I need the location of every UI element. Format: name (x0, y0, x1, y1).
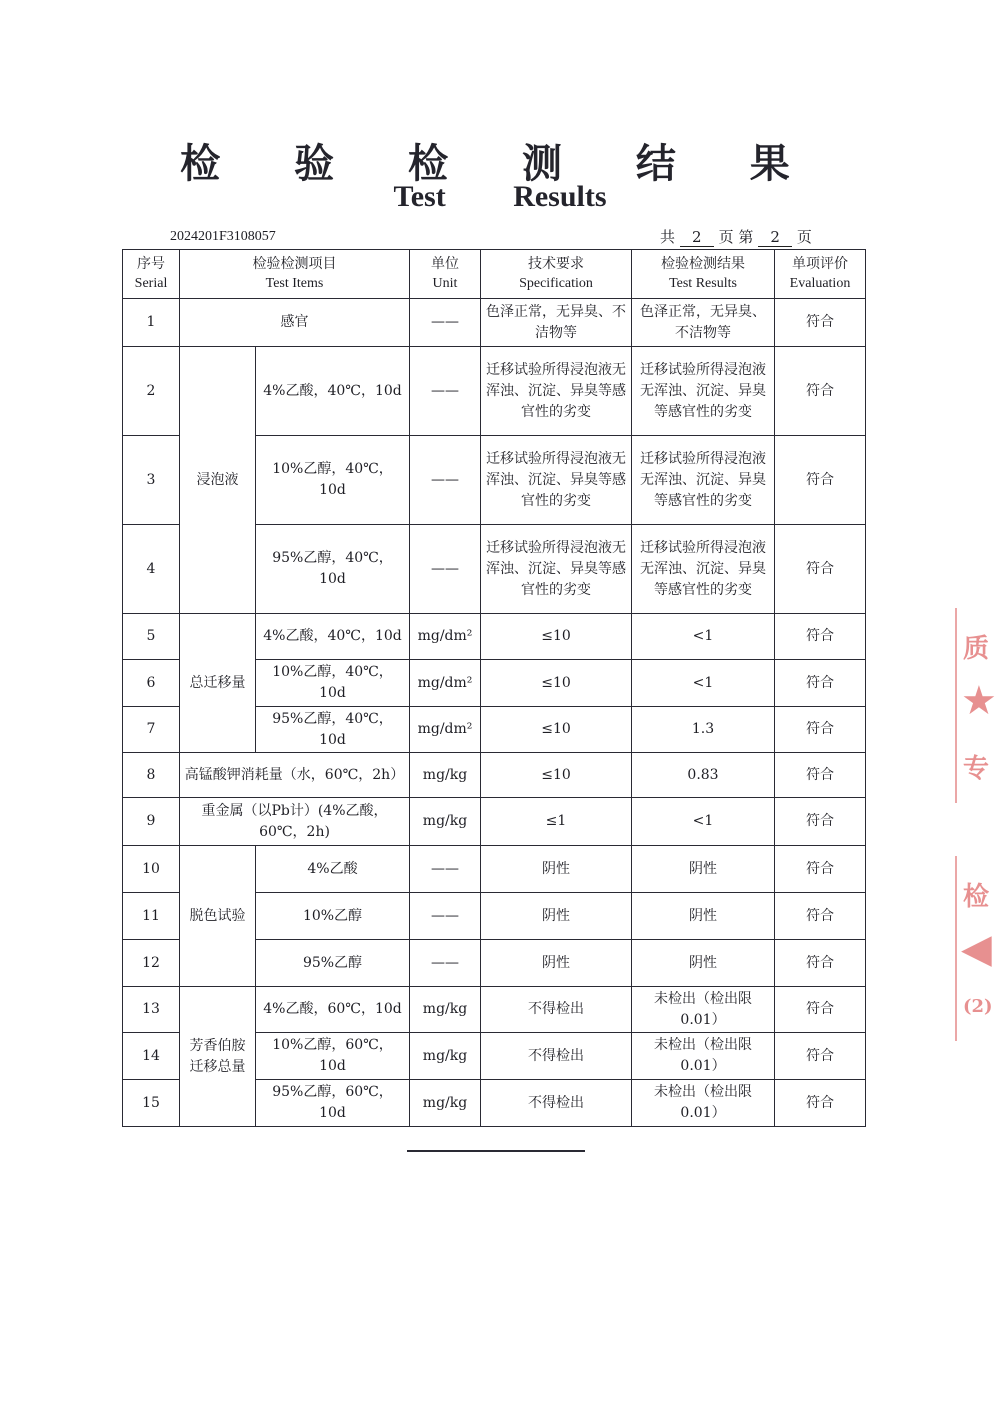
cell-unit: mg/kg (410, 1033, 481, 1080)
cell-spec: 阴性 (481, 940, 632, 987)
cell-result: 未检出（检出限0.01） (632, 1080, 775, 1127)
cell-item: 95%乙醇，40℃，10d (256, 707, 410, 753)
seal-stamp (955, 608, 1000, 803)
cell-spec: 不得检出 (481, 1033, 632, 1080)
cell-result: <1 (632, 614, 775, 660)
cell-result: 1.3 (632, 707, 775, 753)
cell-unit: —— (410, 436, 481, 525)
cell-eval: 符合 (775, 893, 866, 940)
cell-serial: 8 (123, 753, 180, 798)
header-result: 检验检测结果 Test Results (632, 250, 775, 299)
cell-unit: mg/dm² (410, 707, 481, 753)
cell-unit: —— (410, 525, 481, 614)
cell-serial: 1 (123, 299, 180, 347)
cell-result: <1 (632, 660, 775, 707)
header-eval: 单项评价 Evaluation (775, 250, 866, 299)
cell-result: 迁移试验所得浸泡液无浑浊、沉淀、异臭等感官性的劣变 (632, 347, 775, 436)
cell-unit: mg/kg (410, 798, 481, 846)
table-row (123, 753, 866, 798)
cell-item: 4%乙酸，60℃，10d (256, 987, 410, 1033)
cell-unit: mg/kg (410, 1080, 481, 1127)
cell-spec: 阴性 (481, 893, 632, 940)
cell-result: 迁移试验所得浸泡液无浑浊、沉淀、异臭等感官性的劣变 (632, 525, 775, 614)
cell-unit: —— (410, 846, 481, 893)
cell-unit: —— (410, 347, 481, 436)
end-divider (407, 1150, 585, 1152)
cell-result: 阴性 (632, 846, 775, 893)
cell-eval: 符合 (775, 660, 866, 707)
cell-item: 重金属（以Pb计）(4%乙酸，60℃，2h) (180, 798, 410, 846)
header-item: 检验检测项目 Test Items (180, 250, 410, 299)
cell-serial: 7 (123, 707, 180, 753)
cell-serial: 3 (123, 436, 180, 525)
document-title-cn: 检 验 检 测 结 果 (180, 140, 820, 187)
page-indicator (660, 226, 812, 247)
cell-spec: 迁移试验所得浸泡液无浑浊、沉淀、异臭等感官性的劣变 (481, 436, 632, 525)
cell-spec: 迁移试验所得浸泡液无浑浊、沉淀、异臭等感官性的劣变 (481, 347, 632, 436)
table-row (123, 614, 866, 660)
cell-unit: —— (410, 893, 481, 940)
cell-item: 10%乙醇，40℃，10d (256, 660, 410, 707)
cell-serial: 6 (123, 660, 180, 707)
group-decolor: 脱色试验 (180, 846, 256, 987)
seal-stamp (955, 856, 1000, 1041)
table-header-row (123, 250, 866, 299)
cell-spec: 不得检出 (481, 1080, 632, 1127)
cell-serial: 15 (123, 1080, 180, 1127)
cell-serial: 10 (123, 846, 180, 893)
table-row (123, 798, 866, 846)
cell-eval: 符合 (775, 707, 866, 753)
seal-stamp-mark: 检 (963, 882, 990, 912)
cell-serial: 12 (123, 940, 180, 987)
star-icon: ★ (961, 678, 997, 724)
table-row (123, 299, 866, 347)
cell-eval: 符合 (775, 347, 866, 436)
cell-item: 95%乙醇，60℃，10d (256, 1080, 410, 1127)
chevron-left-icon: ◀ (961, 926, 992, 972)
cell-serial: 5 (123, 614, 180, 660)
header-spec: 技术要求 Specification (481, 250, 632, 299)
page-current: 2 (758, 228, 792, 247)
cell-spec: ≤10 (481, 753, 632, 798)
cell-result: 迁移试验所得浸泡液无浑浊、沉淀、异臭等感官性的劣变 (632, 436, 775, 525)
table-row (123, 987, 866, 1033)
cell-item: 95%乙醇 (256, 940, 410, 987)
cell-item: 4%乙酸，40℃，10d (256, 347, 410, 436)
cell-unit: —— (410, 940, 481, 987)
cell-eval: 符合 (775, 798, 866, 846)
page-total: 2 (680, 228, 714, 247)
cell-spec: ≤1 (481, 798, 632, 846)
cell-unit: —— (410, 299, 481, 347)
cell-unit: mg/kg (410, 987, 481, 1033)
cell-item: 4%乙酸，40℃，10d (256, 614, 410, 660)
report-number: 2024201F3108057 (170, 229, 276, 244)
cell-spec: 色泽正常，无异臭、不洁物等 (481, 299, 632, 347)
cell-serial: 14 (123, 1033, 180, 1080)
cell-eval: 符合 (775, 987, 866, 1033)
page-prefix: 共 (660, 228, 676, 246)
cell-result: <1 (632, 798, 775, 846)
cell-eval: 符合 (775, 299, 866, 347)
table-row (123, 846, 866, 893)
seal-stamp-mark: 质 (963, 634, 990, 664)
cell-result: 未检出（检出限0.01） (632, 987, 775, 1033)
cell-serial: 11 (123, 893, 180, 940)
cell-spec: ≤10 (481, 660, 632, 707)
cell-result: 阴性 (632, 940, 775, 987)
page-mid: 页 第 (718, 228, 754, 246)
cell-eval: 符合 (775, 940, 866, 987)
cell-eval: 符合 (775, 1033, 866, 1080)
cell-serial: 9 (123, 798, 180, 846)
seal-stamp-mark: (2) (963, 996, 993, 1017)
cell-serial: 2 (123, 347, 180, 436)
table-row (123, 347, 866, 436)
cell-result: 0.83 (632, 753, 775, 798)
cell-result: 未检出（检出限0.01） (632, 1033, 775, 1080)
cell-eval: 符合 (775, 525, 866, 614)
cell-item: 10%乙醇，60℃，10d (256, 1033, 410, 1080)
cell-spec: ≤10 (481, 707, 632, 753)
cell-item: 4%乙酸 (256, 846, 410, 893)
cell-spec: ≤10 (481, 614, 632, 660)
header-unit: 单位 Unit (410, 250, 481, 299)
cell-item: 10%乙醇 (256, 893, 410, 940)
cell-spec: 迁移试验所得浸泡液无浑浊、沉淀、异臭等感官性的劣变 (481, 525, 632, 614)
cell-item: 10%乙醇，40℃，10d (256, 436, 410, 525)
cell-eval: 符合 (775, 753, 866, 798)
cell-eval: 符合 (775, 436, 866, 525)
cell-item: 95%乙醇，40℃，10d (256, 525, 410, 614)
cell-result: 色泽正常，无异臭、不洁物等 (632, 299, 775, 347)
group-amine: 芳香伯胺迁移总量 (180, 987, 256, 1127)
document-title-en: Test Results (393, 180, 607, 213)
cell-unit: mg/dm² (410, 660, 481, 707)
group-migration: 总迁移量 (180, 614, 256, 753)
cell-spec: 不得检出 (481, 987, 632, 1033)
cell-unit: mg/kg (410, 753, 481, 798)
header-serial: 序号 Serial (123, 250, 180, 299)
group-soak: 浸泡液 (180, 347, 256, 614)
cell-eval: 符合 (775, 846, 866, 893)
cell-unit: mg/dm² (410, 614, 481, 660)
results-table (122, 249, 866, 1127)
cell-serial: 13 (123, 987, 180, 1033)
cell-spec: 阴性 (481, 846, 632, 893)
page-suffix: 页 (796, 228, 812, 246)
cell-eval: 符合 (775, 1080, 866, 1127)
cell-item: 高锰酸钾消耗量（水，60℃，2h） (180, 753, 410, 798)
cell-result: 阴性 (632, 893, 775, 940)
cell-eval: 符合 (775, 614, 866, 660)
cell-item: 感官 (180, 299, 410, 347)
seal-stamp-mark: 专 (963, 754, 990, 784)
cell-serial: 4 (123, 525, 180, 614)
